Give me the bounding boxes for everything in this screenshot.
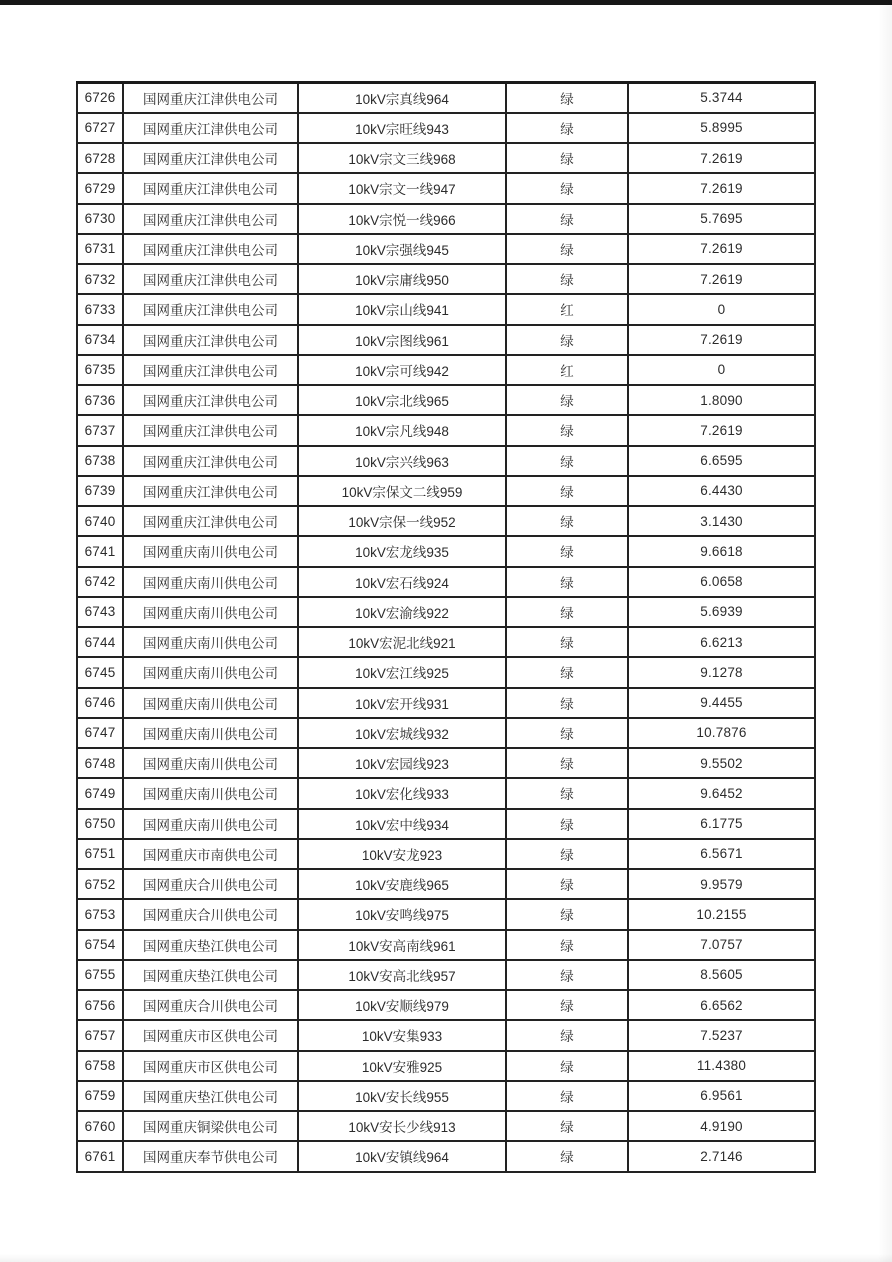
company-name-cell: 国网重庆南川供电公司 (123, 597, 298, 627)
value-cell: 6.6595 (628, 446, 815, 476)
status-text-cell: 绿 (506, 627, 628, 657)
line-name-cell: 10kV宗悦一线966 (298, 204, 506, 234)
status-text-cell: 绿 (506, 1020, 628, 1050)
value-cell: 5.7695 (628, 204, 815, 234)
row-index-cell: 6748 (77, 748, 123, 778)
row-index-cell: 6752 (77, 869, 123, 899)
value-cell: 9.6452 (628, 778, 815, 808)
status-text-cell: 绿 (506, 1051, 628, 1081)
company-name-cell: 国网重庆江津供电公司 (123, 325, 298, 355)
company-name-cell: 国网重庆江津供电公司 (123, 294, 298, 324)
row-index-cell: 6731 (77, 234, 123, 264)
company-name-cell: 国网重庆市区供电公司 (123, 1020, 298, 1050)
line-name-cell: 10kV宏开线931 (298, 688, 506, 718)
line-name-cell: 10kV宗可线942 (298, 355, 506, 385)
value-cell: 5.8995 (628, 113, 815, 143)
value-cell: 10.7876 (628, 718, 815, 748)
value-cell: 0 (628, 294, 815, 324)
value-cell: 7.0757 (628, 930, 815, 960)
line-name-cell: 10kV安高南线961 (298, 930, 506, 960)
table-row (77, 839, 815, 869)
value-cell: 9.5502 (628, 748, 815, 778)
status-text-cell: 绿 (506, 446, 628, 476)
row-index-cell: 6733 (77, 294, 123, 324)
table-row (77, 718, 815, 748)
status-text-cell: 绿 (506, 325, 628, 355)
company-name-cell: 国网重庆垫江供电公司 (123, 960, 298, 990)
row-index-cell: 6749 (77, 778, 123, 808)
table-row (77, 688, 815, 718)
status-text-cell: 绿 (506, 83, 628, 113)
table-row (77, 960, 815, 990)
status-text-cell: 绿 (506, 869, 628, 899)
company-name-cell: 国网重庆江津供电公司 (123, 355, 298, 385)
status-text-cell: 绿 (506, 536, 628, 566)
table-row (77, 173, 815, 203)
value-cell: 7.2619 (628, 415, 815, 445)
line-name-cell: 10kV安鸣线975 (298, 899, 506, 929)
status-text-cell: 绿 (506, 415, 628, 445)
table-row (77, 83, 815, 113)
value-cell: 7.2619 (628, 234, 815, 264)
value-cell: 1.8090 (628, 385, 815, 415)
value-cell: 9.9579 (628, 869, 815, 899)
row-index-cell: 6742 (77, 567, 123, 597)
row-index-cell: 6732 (77, 264, 123, 294)
company-name-cell: 国网重庆江津供电公司 (123, 234, 298, 264)
company-name-cell: 国网重庆江津供电公司 (123, 415, 298, 445)
row-index-cell: 6745 (77, 657, 123, 687)
table-body (77, 83, 815, 1172)
row-index-cell: 6726 (77, 83, 123, 113)
table-row (77, 627, 815, 657)
value-cell: 0 (628, 355, 815, 385)
company-name-cell: 国网重庆铜梁供电公司 (123, 1111, 298, 1141)
line-name-cell: 10kV宏石线924 (298, 567, 506, 597)
table-row (77, 385, 815, 415)
line-name-cell: 10kV宗庸线950 (298, 264, 506, 294)
table-row (77, 264, 815, 294)
table-row (77, 1111, 815, 1141)
value-cell: 11.4380 (628, 1051, 815, 1081)
page-edge-shadow-bottom (0, 1254, 892, 1262)
row-index-cell: 6728 (77, 143, 123, 173)
row-index-cell: 6754 (77, 930, 123, 960)
table-row (77, 355, 815, 385)
company-name-cell: 国网重庆江津供电公司 (123, 204, 298, 234)
value-cell: 6.9561 (628, 1081, 815, 1111)
line-name-cell: 10kV安镇线964 (298, 1141, 506, 1171)
status-text-cell: 绿 (506, 688, 628, 718)
line-name-cell: 10kV宗文三线968 (298, 143, 506, 173)
line-name-cell: 10kV安高北线957 (298, 960, 506, 990)
table-row (77, 294, 815, 324)
status-text-cell: 绿 (506, 143, 628, 173)
value-cell: 6.0658 (628, 567, 815, 597)
value-cell: 2.7146 (628, 1141, 815, 1171)
line-name-cell: 10kV宗保文二线959 (298, 476, 506, 506)
company-name-cell: 国网重庆江津供电公司 (123, 506, 298, 536)
company-name-cell: 国网重庆江津供电公司 (123, 143, 298, 173)
status-text-cell: 绿 (506, 204, 628, 234)
company-name-cell: 国网重庆合川供电公司 (123, 899, 298, 929)
line-name-cell: 10kV宗保一线952 (298, 506, 506, 536)
row-index-cell: 6743 (77, 597, 123, 627)
page-edge-shadow-right (878, 0, 892, 1262)
line-name-cell: 10kV宏泥北线921 (298, 627, 506, 657)
row-index-cell: 6756 (77, 990, 123, 1020)
table-row (77, 446, 815, 476)
value-cell: 6.6213 (628, 627, 815, 657)
table-row (77, 536, 815, 566)
row-index-cell: 6757 (77, 1020, 123, 1050)
status-text-cell: 绿 (506, 778, 628, 808)
status-text-cell: 绿 (506, 748, 628, 778)
company-name-cell: 国网重庆南川供电公司 (123, 718, 298, 748)
status-text-cell: 绿 (506, 597, 628, 627)
table-row (77, 325, 815, 355)
row-index-cell: 6744 (77, 627, 123, 657)
status-text-cell: 绿 (506, 960, 628, 990)
status-text-cell: 红 (506, 355, 628, 385)
status-text-cell: 红 (506, 294, 628, 324)
table-row (77, 415, 815, 445)
row-index-cell: 6734 (77, 325, 123, 355)
company-name-cell: 国网重庆南川供电公司 (123, 688, 298, 718)
line-name-cell: 10kV宗强线945 (298, 234, 506, 264)
company-name-cell: 国网重庆南川供电公司 (123, 748, 298, 778)
status-text-cell: 绿 (506, 567, 628, 597)
row-index-cell: 6730 (77, 204, 123, 234)
line-name-cell: 10kV宗凡线948 (298, 415, 506, 445)
table-row (77, 597, 815, 627)
row-index-cell: 6729 (77, 173, 123, 203)
status-text-cell: 绿 (506, 476, 628, 506)
value-cell: 7.2619 (628, 325, 815, 355)
status-text-cell: 绿 (506, 506, 628, 536)
status-text-cell: 绿 (506, 264, 628, 294)
status-text-cell: 绿 (506, 385, 628, 415)
row-index-cell: 6739 (77, 476, 123, 506)
company-name-cell: 国网重庆南川供电公司 (123, 567, 298, 597)
row-index-cell: 6746 (77, 688, 123, 718)
line-name-cell: 10kV宗图线961 (298, 325, 506, 355)
value-cell: 7.2619 (628, 264, 815, 294)
status-text-cell: 绿 (506, 657, 628, 687)
row-index-cell: 6760 (77, 1111, 123, 1141)
value-cell: 7.2619 (628, 173, 815, 203)
value-cell: 8.5605 (628, 960, 815, 990)
value-cell: 9.1278 (628, 657, 815, 687)
company-name-cell: 国网重庆江津供电公司 (123, 113, 298, 143)
row-index-cell: 6759 (77, 1081, 123, 1111)
status-text-cell: 绿 (506, 930, 628, 960)
line-name-cell: 10kV安鹿线965 (298, 869, 506, 899)
power-line-status-table (76, 81, 816, 1173)
table-row (77, 204, 815, 234)
company-name-cell: 国网重庆江津供电公司 (123, 385, 298, 415)
company-name-cell: 国网重庆南川供电公司 (123, 536, 298, 566)
status-text-cell: 绿 (506, 899, 628, 929)
company-name-cell: 国网重庆垫江供电公司 (123, 1081, 298, 1111)
table-row (77, 930, 815, 960)
table-row (77, 657, 815, 687)
company-name-cell: 国网重庆南川供电公司 (123, 657, 298, 687)
value-cell: 6.1775 (628, 809, 815, 839)
value-cell: 3.1430 (628, 506, 815, 536)
value-cell: 5.3744 (628, 83, 815, 113)
line-name-cell: 10kV安龙923 (298, 839, 506, 869)
line-name-cell: 10kV宗真线964 (298, 83, 506, 113)
line-name-cell: 10kV宏江线925 (298, 657, 506, 687)
line-name-cell: 10kV安长线955 (298, 1081, 506, 1111)
line-name-cell: 10kV宗旺线943 (298, 113, 506, 143)
table-row (77, 1020, 815, 1050)
company-name-cell: 国网重庆江津供电公司 (123, 264, 298, 294)
row-index-cell: 6727 (77, 113, 123, 143)
line-name-cell: 10kV宗山线941 (298, 294, 506, 324)
company-name-cell: 国网重庆合川供电公司 (123, 990, 298, 1020)
row-index-cell: 6738 (77, 446, 123, 476)
line-name-cell: 10kV宏化线933 (298, 778, 506, 808)
line-name-cell: 10kV宏园线923 (298, 748, 506, 778)
page-top-border (0, 0, 892, 5)
status-text-cell: 绿 (506, 990, 628, 1020)
value-cell: 7.5237 (628, 1020, 815, 1050)
value-cell: 4.9190 (628, 1111, 815, 1141)
value-cell: 9.6618 (628, 536, 815, 566)
line-name-cell: 10kV安长少线913 (298, 1111, 506, 1141)
company-name-cell: 国网重庆江津供电公司 (123, 446, 298, 476)
row-index-cell: 6750 (77, 809, 123, 839)
row-index-cell: 6735 (77, 355, 123, 385)
company-name-cell: 国网重庆奉节供电公司 (123, 1141, 298, 1171)
line-name-cell: 10kV宗兴线963 (298, 446, 506, 476)
status-text-cell: 绿 (506, 1081, 628, 1111)
line-name-cell: 10kV宏龙线935 (298, 536, 506, 566)
company-name-cell: 国网重庆江津供电公司 (123, 476, 298, 506)
table-row (77, 809, 815, 839)
line-name-cell: 10kV安雅925 (298, 1051, 506, 1081)
table-row (77, 567, 815, 597)
row-index-cell: 6740 (77, 506, 123, 536)
table-row (77, 1141, 815, 1171)
company-name-cell: 国网重庆江津供电公司 (123, 83, 298, 113)
row-index-cell: 6758 (77, 1051, 123, 1081)
value-cell: 6.4430 (628, 476, 815, 506)
table-row (77, 143, 815, 173)
status-text-cell: 绿 (506, 234, 628, 264)
value-cell: 5.6939 (628, 597, 815, 627)
status-text-cell: 绿 (506, 1111, 628, 1141)
company-name-cell: 国网重庆南川供电公司 (123, 778, 298, 808)
company-name-cell: 国网重庆南川供电公司 (123, 627, 298, 657)
value-cell: 10.2155 (628, 899, 815, 929)
table-row (77, 113, 815, 143)
status-text-cell: 绿 (506, 113, 628, 143)
row-index-cell: 6741 (77, 536, 123, 566)
row-index-cell: 6751 (77, 839, 123, 869)
value-cell: 7.2619 (628, 143, 815, 173)
row-index-cell: 6755 (77, 960, 123, 990)
status-text-cell: 绿 (506, 1141, 628, 1171)
line-name-cell: 10kV宏中线934 (298, 809, 506, 839)
status-text-cell: 绿 (506, 809, 628, 839)
table-row (77, 1051, 815, 1081)
table-row (77, 506, 815, 536)
table-row (77, 748, 815, 778)
line-name-cell: 10kV宗北线965 (298, 385, 506, 415)
line-name-cell: 10kV宏城线932 (298, 718, 506, 748)
table-row (77, 990, 815, 1020)
row-index-cell: 6761 (77, 1141, 123, 1171)
line-name-cell: 10kV宏渝线922 (298, 597, 506, 627)
table-row (77, 1081, 815, 1111)
table-row (77, 476, 815, 506)
status-text-cell: 绿 (506, 173, 628, 203)
status-text-cell: 绿 (506, 839, 628, 869)
value-cell: 9.4455 (628, 688, 815, 718)
row-index-cell: 6736 (77, 385, 123, 415)
table-row (77, 234, 815, 264)
company-name-cell: 国网重庆合川供电公司 (123, 869, 298, 899)
company-name-cell: 国网重庆南川供电公司 (123, 809, 298, 839)
table-row (77, 869, 815, 899)
company-name-cell: 国网重庆垫江供电公司 (123, 930, 298, 960)
row-index-cell: 6737 (77, 415, 123, 445)
status-text-cell: 绿 (506, 718, 628, 748)
line-name-cell: 10kV安集933 (298, 1020, 506, 1050)
row-index-cell: 6753 (77, 899, 123, 929)
company-name-cell: 国网重庆江津供电公司 (123, 173, 298, 203)
value-cell: 6.5671 (628, 839, 815, 869)
row-index-cell: 6747 (77, 718, 123, 748)
company-name-cell: 国网重庆市区供电公司 (123, 1051, 298, 1081)
table-row (77, 899, 815, 929)
company-name-cell: 国网重庆市南供电公司 (123, 839, 298, 869)
table-row (77, 778, 815, 808)
value-cell: 6.6562 (628, 990, 815, 1020)
line-name-cell: 10kV安顺线979 (298, 990, 506, 1020)
line-name-cell: 10kV宗文一线947 (298, 173, 506, 203)
